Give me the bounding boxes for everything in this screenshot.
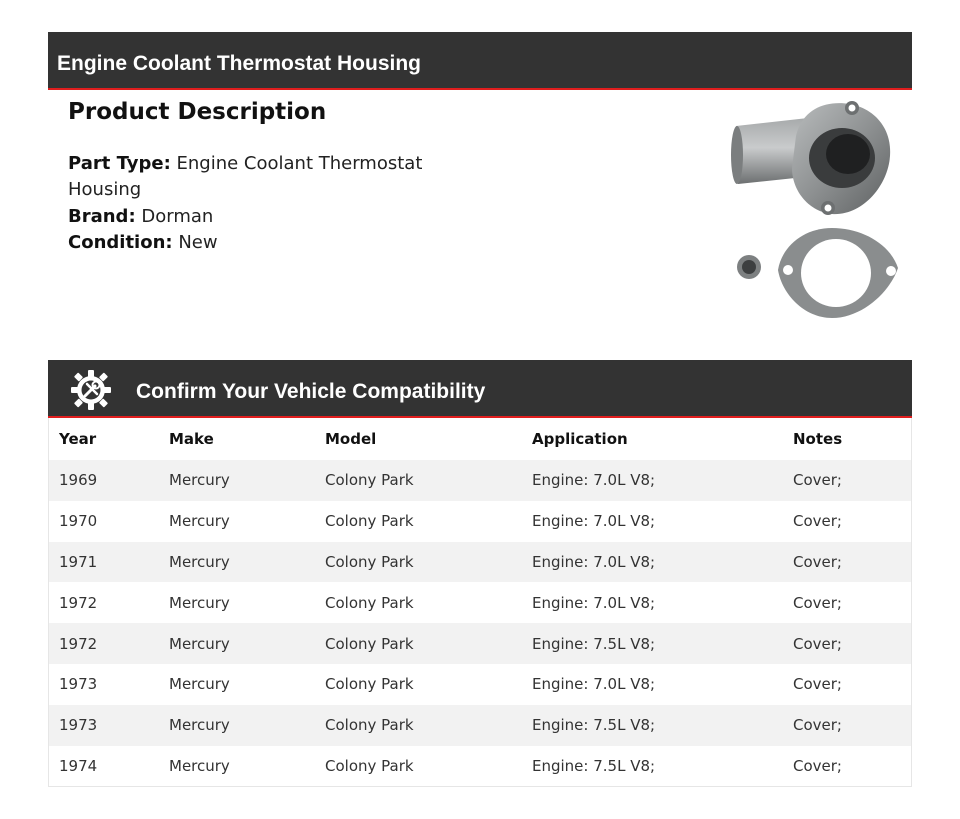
cell-make: Mercury bbox=[169, 471, 230, 490]
product-title-banner bbox=[48, 32, 912, 90]
table-row bbox=[49, 623, 911, 664]
cell-application: Engine: 7.5L V8; bbox=[532, 716, 656, 735]
condition-value: New bbox=[178, 231, 218, 253]
cell-notes: Cover; bbox=[793, 756, 842, 775]
table-row bbox=[49, 705, 911, 746]
cell-notes: Cover; bbox=[793, 471, 842, 490]
part-type-value: Engine Coolant Thermostat Housing bbox=[68, 153, 423, 201]
table-row bbox=[49, 460, 911, 501]
brand-label: Brand: bbox=[68, 205, 136, 227]
column-header-year: Year bbox=[59, 430, 97, 448]
cell-notes: Cover; bbox=[793, 675, 842, 694]
compatibility-banner bbox=[48, 360, 912, 418]
cell-application: Engine: 7.5L V8; bbox=[532, 634, 656, 653]
cell-model: Colony Park bbox=[325, 552, 414, 571]
cell-notes: Cover; bbox=[793, 634, 842, 653]
cell-year: 1973 bbox=[59, 675, 98, 694]
cell-application: Engine: 7.0L V8; bbox=[532, 593, 656, 612]
cell-notes: Cover; bbox=[793, 512, 842, 531]
cell-year: 1971 bbox=[59, 552, 98, 571]
cell-model: Colony Park bbox=[325, 716, 414, 735]
gear-wrench-icon bbox=[70, 369, 112, 411]
cell-year: 1972 bbox=[59, 634, 98, 653]
table-row bbox=[49, 746, 911, 787]
cell-make: Mercury bbox=[169, 716, 230, 735]
cell-year: 1969 bbox=[59, 471, 98, 490]
cell-application: Engine: 7.0L V8; bbox=[532, 675, 656, 694]
cell-notes: Cover; bbox=[793, 593, 842, 612]
cell-year: 1973 bbox=[59, 716, 98, 735]
product-title: Engine Coolant Thermostat Housing bbox=[57, 52, 422, 75]
cell-make: Mercury bbox=[169, 675, 230, 694]
cell-make: Mercury bbox=[169, 634, 230, 653]
cell-make: Mercury bbox=[169, 593, 230, 612]
part-type-line bbox=[68, 151, 428, 204]
cell-model: Colony Park bbox=[325, 634, 414, 653]
column-header-make: Make bbox=[169, 430, 214, 448]
product-description-details bbox=[68, 151, 428, 256]
table-row bbox=[49, 582, 911, 623]
column-header-application: Application bbox=[532, 430, 628, 448]
cell-notes: Cover; bbox=[793, 552, 842, 571]
table-row bbox=[49, 501, 911, 542]
column-header-notes: Notes bbox=[793, 430, 843, 448]
product-description-heading: Product Description bbox=[68, 99, 327, 125]
cell-year: 1974 bbox=[59, 756, 98, 775]
part-type-label: Part Type: bbox=[68, 153, 171, 174]
cell-application: Engine: 7.0L V8; bbox=[532, 512, 656, 531]
cell-model: Colony Park bbox=[325, 756, 414, 775]
cell-model: Colony Park bbox=[325, 471, 414, 490]
compatibility-table-container bbox=[48, 418, 912, 787]
column-header-model: Model bbox=[325, 430, 377, 448]
cell-application: Engine: 7.5L V8; bbox=[532, 756, 656, 775]
cell-year: 1970 bbox=[59, 512, 98, 531]
brand-value: Dorman bbox=[141, 205, 214, 227]
cell-application: Engine: 7.0L V8; bbox=[532, 552, 656, 571]
compatibility-table bbox=[49, 418, 911, 786]
thermostat-housing-product-image bbox=[722, 96, 912, 322]
compatibility-title: Confirm Your Vehicle Compatibility bbox=[136, 380, 486, 403]
cell-application: Engine: 7.0L V8; bbox=[532, 471, 656, 490]
cell-model: Colony Park bbox=[325, 512, 414, 531]
cell-make: Mercury bbox=[169, 552, 230, 571]
condition-line bbox=[68, 230, 428, 256]
cell-model: Colony Park bbox=[325, 593, 414, 612]
table-row bbox=[49, 542, 911, 583]
table-header-row bbox=[49, 418, 911, 460]
cell-notes: Cover; bbox=[793, 716, 842, 735]
cell-make: Mercury bbox=[169, 756, 230, 775]
cell-model: Colony Park bbox=[325, 675, 414, 694]
cell-make: Mercury bbox=[169, 512, 230, 531]
table-row bbox=[49, 664, 911, 705]
condition-label: Condition: bbox=[68, 231, 173, 253]
brand-line bbox=[68, 204, 428, 230]
cell-year: 1972 bbox=[59, 593, 98, 612]
